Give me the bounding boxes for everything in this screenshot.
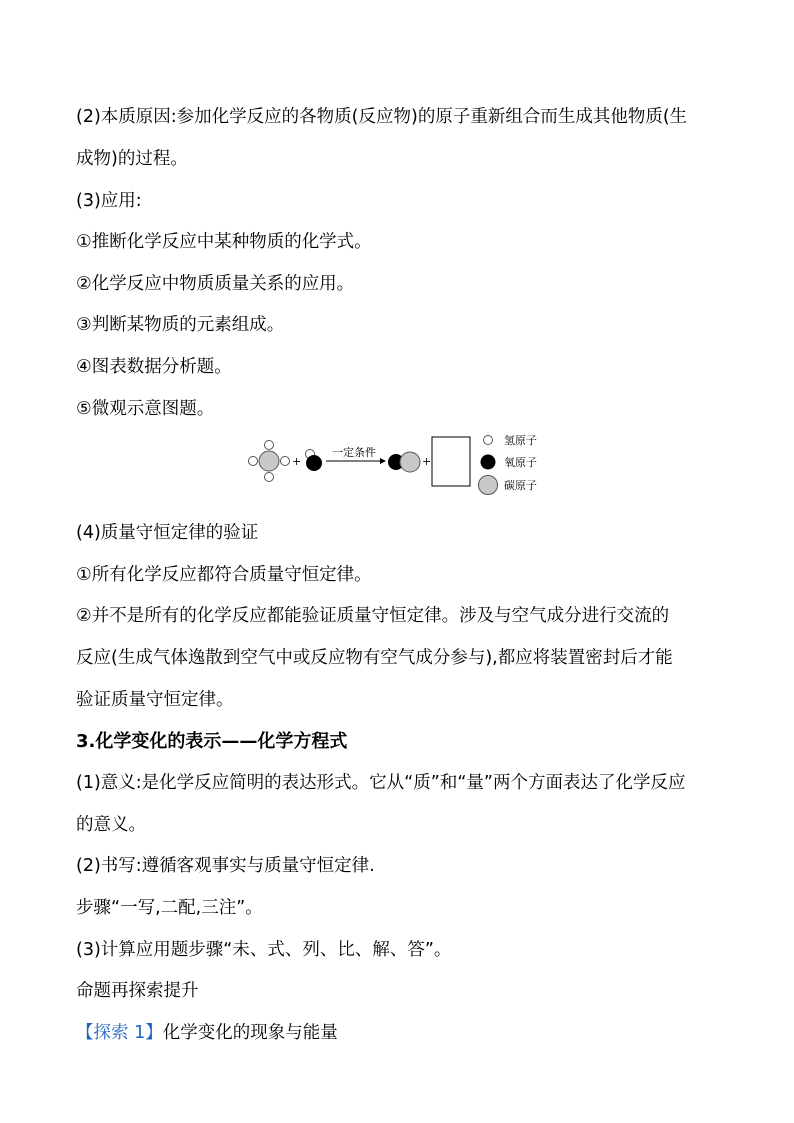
text-line-verification-2c: 验证质量守恒定律。 <box>76 690 234 710</box>
text-line-application-1: ①推断化学反应中某种物质的化学式。 <box>76 232 372 252</box>
text-line-application-2: ②化学反应中物质质量关系的应用。 <box>76 274 355 294</box>
section-heading-equation: 3.化学变化的表示——化学方程式 <box>76 731 348 752</box>
explore-title: 化学变化的现象与能量 <box>162 1023 338 1043</box>
methane-molecule <box>249 441 290 482</box>
legend-hydrogen-label: 氢原子 <box>504 435 537 447</box>
text-line-steps: 步骤“一写,二配,三注”。 <box>76 898 263 918</box>
text-line-application-3: ③判断某物质的元素组成。 <box>76 315 285 335</box>
reaction-arrow-head <box>380 458 386 464</box>
text-line-explore-heading: 命题再探索提升 <box>76 981 199 1001</box>
text-line-verification-1: ①所有化学反应都符合质量守恒定律。 <box>76 565 372 585</box>
plus-sign-2: + <box>422 455 432 468</box>
legend <box>479 435 538 495</box>
text-line-meaning-2: 的意义。 <box>76 815 146 835</box>
text-line-verification-2a: ②并不是所有的化学反应都能验证质量守恒定律。涉及与空气成分进行交流的 <box>76 606 670 626</box>
text-line-application-5: ⑤微观示意图题。 <box>76 399 215 419</box>
legend-oxygen-swatch <box>481 455 496 470</box>
legend-hydrogen-swatch <box>484 436 493 445</box>
legend-carbon-label: 碳原子 <box>504 479 537 492</box>
plus-sign-1: + <box>292 455 302 468</box>
micro-reaction-diagram <box>240 435 560 495</box>
legend-carbon-swatch <box>479 476 498 495</box>
text-line-verification-2b: 反应(生成气体逸散到空气中或反应物有空气成分参与),都应将装置密封后才能 <box>76 648 673 668</box>
text-line-essence-1: (2)本质原因:参加化学反应的各物质(反应物)的原子重新组合而生成其他物质(生 <box>76 107 688 127</box>
text-line-application-4: ④图表数据分析题。 <box>76 357 232 377</box>
text-line-essence-2: 成物)的过程。 <box>76 149 188 169</box>
co-molecule <box>388 452 420 472</box>
hydroxyl-molecule <box>306 450 323 472</box>
explore-tag: 【探索 1】 <box>76 1023 163 1043</box>
explore-item-1 <box>76 1021 720 1045</box>
text-line-meaning-1: (1)意义:是化学反应简明的表达形式。它从“质”和“量”两个方面表达了化学反应 <box>76 773 686 793</box>
reaction-svg <box>240 435 560 495</box>
text-line-application-heading: (3)应用: <box>76 191 142 211</box>
arrow-label: 一定条件 <box>332 446 376 459</box>
text-line-writing: (2)书写:遵循客观事实与质量守恒定律. <box>76 856 375 876</box>
legend-oxygen-label: 氧原子 <box>504 456 537 469</box>
unknown-product-box <box>432 437 470 486</box>
text-line-calc-steps: (3)计算应用题步骤“未、式、列、比、解、答”。 <box>76 940 452 960</box>
text-line-verification-heading: (4)质量守恒定律的验证 <box>76 523 259 543</box>
